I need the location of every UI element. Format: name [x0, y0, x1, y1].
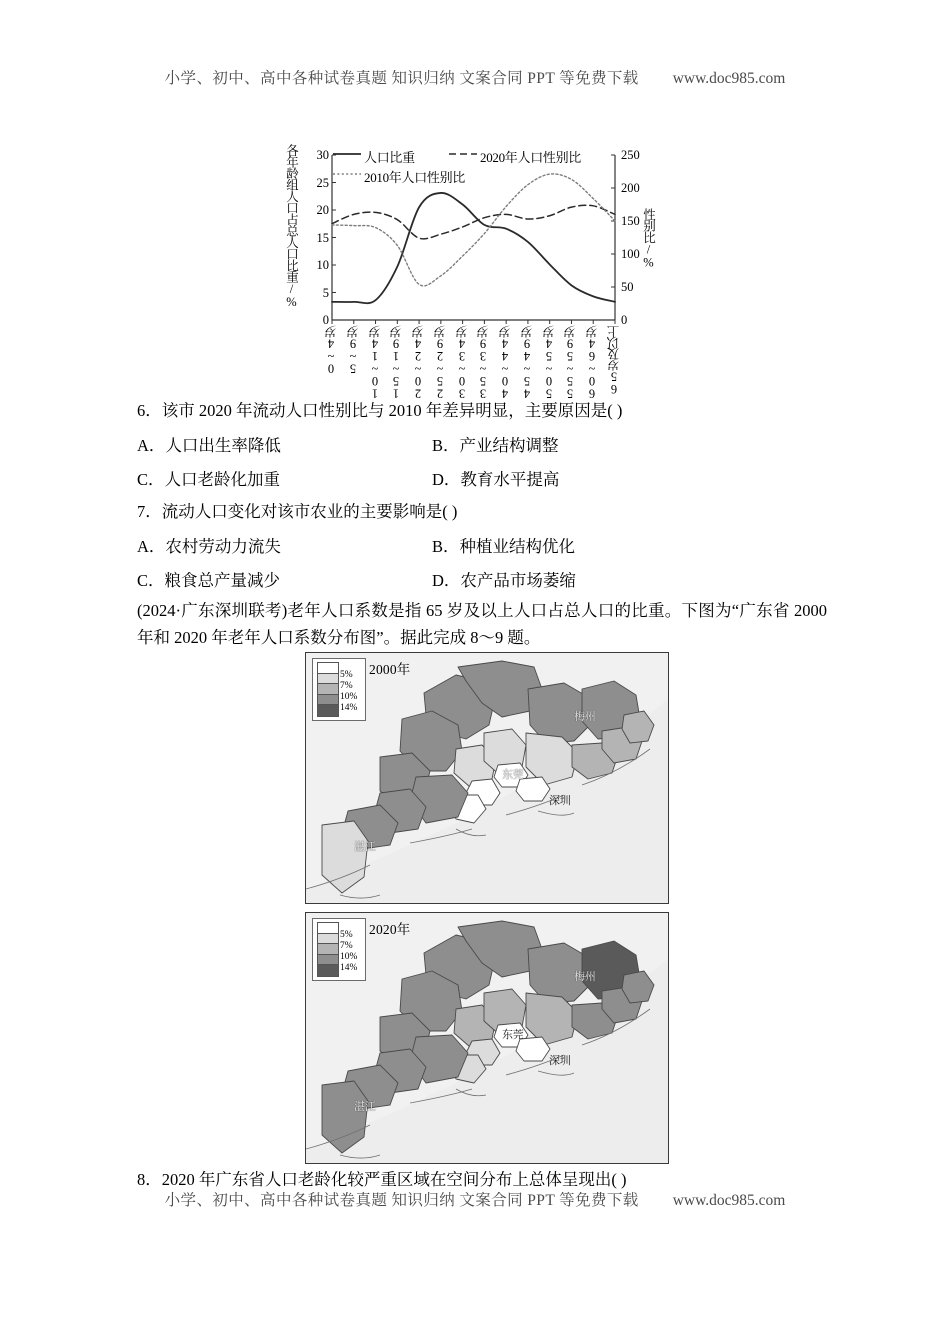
chart-xtick-1: 5~9岁 — [345, 327, 360, 376]
question-7-option-d[interactable]: D．农产品市场萎缩 — [432, 571, 576, 590]
legend-swatch-4 — [318, 705, 338, 716]
map-2020-title: 2020年 — [369, 922, 411, 937]
watermark-text: 小学、初中、高中各种试卷真题 知识归纳 文案合同 PPT 等免费下载 — [164, 70, 639, 87]
chart-xtick-10: 50~54岁 — [541, 327, 556, 401]
watermark-url: www.doc985.com — [672, 70, 786, 87]
chart-ytick-15: 15 — [316, 230, 329, 245]
chart-xtick-13: 65岁及以上 — [607, 327, 621, 396]
map-city-label-深圳: 深圳 — [549, 795, 571, 807]
header-watermark — [0, 66, 950, 88]
chart-ytick-20: 20 — [316, 203, 329, 217]
question-7-option-b[interactable]: B．种植业结构优化 — [432, 537, 576, 556]
map-city-label-湛江: 湛江 — [354, 1101, 376, 1113]
question-7-option-a[interactable]: A．农村劳动力流失 — [137, 537, 281, 556]
legend-swatch-4 — [318, 965, 338, 976]
map-2000-legend-label-0: 5% — [340, 670, 353, 680]
chart-xtick-5: 25~29岁 — [432, 327, 447, 401]
chart-xtick-6: 30~34岁 — [454, 327, 469, 401]
chart-legend-label-0: 人口比重 — [364, 150, 415, 165]
map-2000-legend-label-1: 7% — [340, 681, 353, 691]
chart-ytick-10: 10 — [316, 258, 329, 272]
map-city-label-湛江: 湛江 — [354, 841, 376, 853]
legend-swatch-2 — [318, 684, 338, 695]
map-2000-legend-swatches — [317, 662, 339, 717]
legend-swatch-0 — [318, 923, 338, 934]
chart-y-left-axis-title: 各年龄组人口占总人口比重/% — [284, 144, 299, 308]
chart-ytick-30: 30 — [316, 148, 329, 162]
map-2000-legend — [312, 658, 366, 721]
chart-series-2 — [332, 174, 615, 286]
passage-8-9: (2024·广东深圳联考)老年人口系数是指 65 岁及以上人口占总人口的比重。下图为“广东省 2000 年和 2020 年老年人口系数分布图”。据此完成 8～9 题。 — [137, 601, 827, 647]
map-city-label-东莞: 东莞 — [502, 769, 524, 781]
chart-y2tick-250: 250 — [621, 148, 640, 162]
question-7-stem: 7．流动人口变化对该市农业的主要影响是( ) — [137, 502, 458, 521]
legend-swatch-3 — [318, 695, 338, 706]
map-2020-legend-label-3: 14% — [340, 963, 358, 973]
chart-y2tick-50: 50 — [621, 280, 634, 294]
chart-ytick-0: 0 — [322, 313, 329, 327]
map-city-label-深圳: 深圳 — [549, 1055, 571, 1067]
map-city-label-梅州: 梅州 — [574, 971, 596, 983]
legend-swatch-1 — [318, 674, 338, 685]
question-6-option-c[interactable]: C．人口老龄化加重 — [137, 470, 281, 489]
map-2000-title: 2000年 — [369, 662, 411, 677]
legend-swatch-3 — [318, 955, 338, 966]
chart-xtick-4: 20~24岁 — [411, 327, 426, 401]
map-city-label-梅州: 梅州 — [574, 711, 596, 723]
map-2000-legend-label-3: 14% — [340, 703, 358, 713]
chart-y2tick-0: 0 — [621, 313, 628, 327]
legend-swatch-0 — [318, 663, 338, 674]
map-2020-legend-label-1: 7% — [340, 941, 353, 951]
chart-legend-label-2: 2010年人口性别比 — [364, 170, 466, 185]
map-2000 — [305, 652, 669, 904]
watermark-url: www.doc985.com — [672, 1192, 786, 1209]
map-2020 — [305, 912, 669, 1164]
question-6-stem: 6．该市 2020 年流动人口性别比与 2010 年差异明显，主要原因是( ) — [137, 401, 623, 420]
chart-xtick-8: 40~44岁 — [498, 327, 513, 401]
map-2000-legend-label-2: 10% — [340, 692, 358, 702]
chart-xtick-2: 10~14岁 — [367, 327, 382, 401]
chart-y-right-axis-title: 性别比/% — [641, 208, 656, 269]
chart-xtick-3: 15~19岁 — [389, 327, 404, 401]
question-6-option-b[interactable]: B．产业结构调整 — [432, 436, 559, 455]
chart-y2tick-200: 200 — [621, 181, 640, 195]
question-7-option-c[interactable]: C．粮食总产量减少 — [137, 571, 281, 590]
chart-series-0 — [332, 193, 615, 303]
question-6-option-a[interactable]: A．人口出生率降低 — [137, 436, 281, 455]
chart-series-1 — [332, 205, 615, 239]
footer-watermark — [0, 1188, 950, 1210]
map-2020-legend-labels — [340, 924, 366, 978]
chart-xtick-12: 60~64岁 — [585, 327, 600, 401]
map-2020-legend-swatches — [317, 922, 339, 977]
chart-legend-label-1: 2020年人口性别比 — [480, 150, 582, 165]
chart-xtick-7: 35~39岁 — [476, 327, 491, 401]
map-2020-legend-label-0: 5% — [340, 930, 353, 940]
chart-ytick-5: 5 — [322, 285, 329, 300]
chart-y2tick-100: 100 — [621, 247, 640, 261]
question-6-option-d[interactable]: D．教育水平提高 — [432, 470, 560, 489]
legend-swatch-1 — [318, 934, 338, 945]
legend-swatch-2 — [318, 944, 338, 955]
chart-xtick-9: 45~49岁 — [519, 327, 534, 401]
chart-ytick-25: 25 — [316, 175, 329, 190]
chart-y2tick-150: 150 — [621, 214, 640, 228]
population-structure-chart — [284, 138, 675, 401]
watermark-text: 小学、初中、高中各种试卷真题 知识归纳 文案合同 PPT 等免费下载 — [164, 1192, 639, 1209]
chart-xtick-11: 55~59岁 — [563, 327, 578, 401]
map-city-label-东莞: 东莞 — [502, 1029, 524, 1041]
chart-xtick-0: 0~4岁 — [324, 327, 338, 376]
map-2020-legend-label-2: 10% — [340, 952, 358, 962]
question-8-stem: 8．2020 年广东省人口老龄化较严重区域在空间分布上总体呈现出( ) — [137, 1170, 627, 1189]
map-2020-legend — [312, 918, 366, 981]
map-2000-legend-labels — [340, 664, 366, 718]
